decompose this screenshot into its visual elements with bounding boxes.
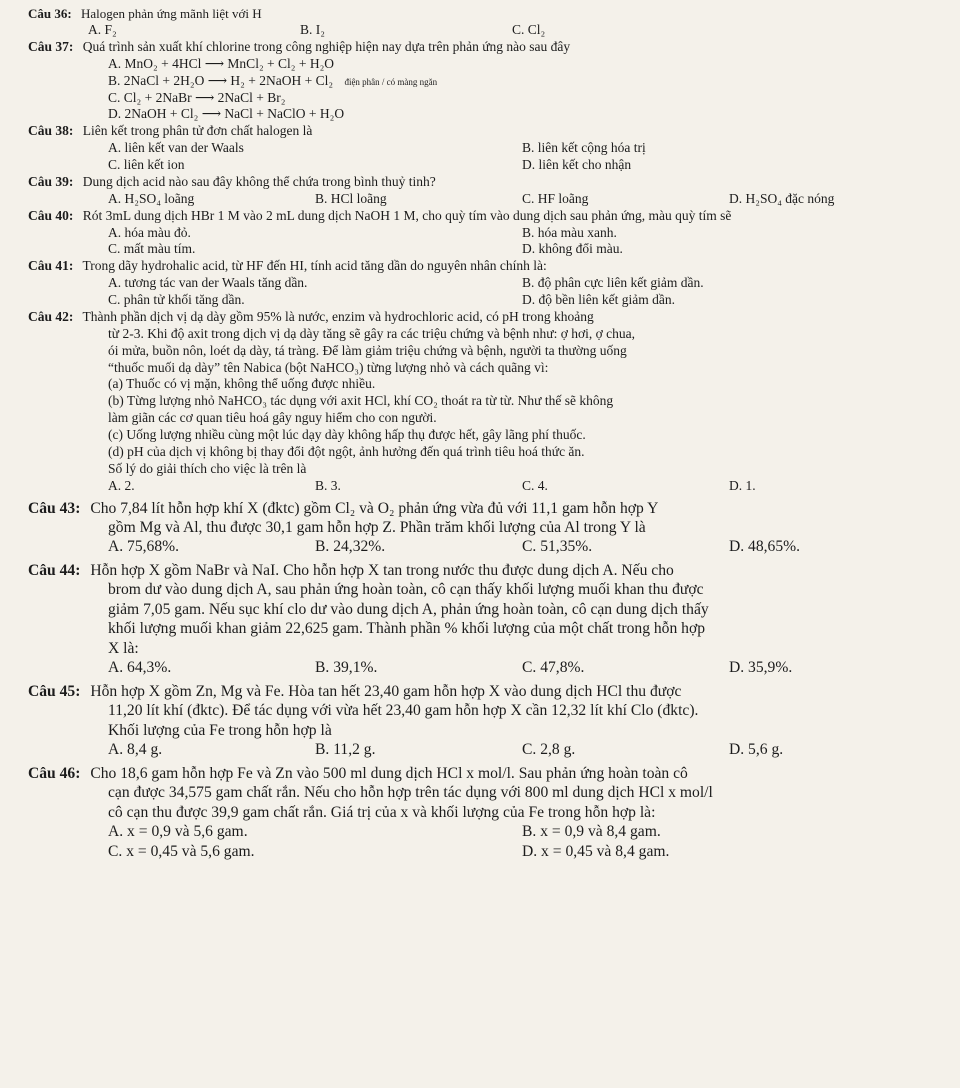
stem-line: Hỗn hợp X gồm Zn, Mg và Fe. Hòa tan hết 23,40 gam hỗn hợp X vào dung dịch HCl thu được [90,682,682,700]
option-b[interactable]: B. HCl loãng [315,190,387,206]
question-number: Câu 43: [28,499,81,517]
option-b[interactable]: B. 2NaCl + 2H₂O ⟶ H₂ + 2NaOH + Cl₂ điện phân / có màng ngăn [108,72,438,88]
option-b[interactable]: B. 39,1%. [315,659,378,677]
question-44 [28,561,936,678]
stem-line: Số lý do giải thích cho việc là trên là [108,460,307,476]
options-row [28,822,936,841]
option-b[interactable]: B. x = 0,9 và 8,4 gam. [522,823,661,841]
stem-line: làm giãn các cơ quan tiêu hoá gây nguy hiểm cho con người. [108,410,437,426]
option-d[interactable]: D. 35,9%. [729,659,793,677]
stem-line: (b) Từng lượng nhỏ NaHCO₃ tác dụng với axit HCl, khí CO₂ thoát ra từ từ. Như thế sẽ không [108,393,614,409]
option-d[interactable]: D. H₂SO₄ đặc nóng [729,190,835,206]
question-number: Câu 42: [28,308,74,324]
question-37 [28,39,936,123]
question-number: Câu 36: [28,6,72,21]
option-d[interactable]: D. 1. [729,477,756,493]
options-row [28,22,936,39]
question-stem: Liên kết trong phân tử đơn chất halogen là [82,123,313,139]
stem-line: Khối lượng của Fe trong hỗn hợp là [108,721,332,739]
stem-line: cạn được 34,575 gam chất rắn. Nếu cho hỗn hợp trên tác dụng với 800 ml dung dịch HCl x mol/l [108,784,713,802]
electrolysis-note: điện phân / có màng ngăn [344,76,438,87]
option-a[interactable]: A. 8,4 g. [108,741,163,759]
option-c[interactable]: C. mất màu tím. [108,241,196,257]
stem-line: 11,20 lít khí (đktc). Để tác dụng với vừa hết 23,40 gam hỗn hợp X cần 12,32 lít khí Clo (đktc). [108,702,699,720]
options-row [28,537,936,556]
option-c[interactable]: C. HF loãng [522,190,589,206]
option-a[interactable]: A. MnO₂ + 4HCl ⟶ MnCl₂ + Cl₂ + H₂O [108,55,335,71]
options-row [28,241,936,258]
option-c[interactable]: C. phân tử khối tăng dần. [108,292,245,307]
stem-line: cô cạn thu được 39,9 gam chất rắn. Giá trị của x và khối lượng của Fe trong hỗn hợp là: [108,803,656,821]
question-43 [28,499,936,557]
question-42 [28,309,936,495]
option-c[interactable]: C. liên kết ion [108,157,185,172]
stem-line: (d) pH của dịch vị không bị thay đổi đột ngột, ảnh hưởng đến quá trình tiêu hoá thức ăn. [108,443,585,459]
options-row [28,842,936,861]
option-a[interactable]: A. 64,3%. [108,659,172,677]
question-stem: Trong dãy hydrohalic acid, từ HF đến HI, tính acid tăng dần do nguyên nhân chính là: [82,258,547,274]
option-b[interactable]: B. I₂ [300,22,325,37]
option-c[interactable]: C. Cl₂ + 2NaBr ⟶ 2NaCl + Br₂ [108,89,286,105]
question-stem: Rót 3mL dung dịch HBr 1 M vào 2 mL dung dịch NaOH 1 M, cho quỳ tím vào dung dịch sau phản ứng, màu quỳ tím sẽ [82,207,732,223]
option-d[interactable]: D. liên kết cho nhận [522,157,632,172]
stem-line: Cho 7,84 lít hỗn hợp khí X (đktc) gồm Cl₂ và O₂ phản ứng vừa đủ với 11,1 gam hỗn hợp Y [90,499,659,517]
options-row [28,292,936,309]
stem-line: X là: [108,639,139,657]
question-number: Câu 37: [28,38,74,54]
option-c[interactable]: C. 51,35%. [522,538,593,556]
option-a[interactable]: A. liên kết van der Waals [108,140,244,156]
question-number: Câu 39: [28,173,74,189]
option-b[interactable]: B. 24,32%. [315,538,386,556]
stem-line: giảm 7,05 gam. Nếu sục khí clo dư vào dung dịch A, phản ứng hoàn toàn, cô cạn dung dịch thấy [108,600,709,618]
stem-line: brom dư vào dung dịch A, sau phản ứng hoàn toàn, cô cạn thấy khối lượng muối khan thu được [108,581,704,599]
stem-line: Thành phần dịch vị dạ dày gồm 95% là nước, enzim và hydrochloric acid, có pH trong khoảng [82,308,594,324]
stem-line: “thuốc muối dạ dày” tên Nabica (bột NaHCO₃) từng lượng nhỏ và cách quãng vì: [108,359,549,375]
option-d[interactable]: D. 48,65%. [729,538,801,556]
option-d[interactable]: D. 5,6 g. [729,741,784,759]
stem-line: Hỗn hợp X gồm NaBr và NaI. Cho hỗn hợp X tan trong nước thu được dung dịch A. Nếu cho [90,561,674,579]
option-b[interactable]: B. 3. [315,477,341,493]
option-a[interactable]: A. H₂SO₄ loãng [108,190,195,206]
question-stem: Quá trình sản xuất khí chlorine trong công nghiệp hiện nay dựa trên phản ứng nào sau đây [82,38,571,54]
option-b[interactable]: B. liên kết cộng hóa trị [522,140,646,156]
stem-line: (a) Thuốc có vị mặn, không thể uống được nhiều. [108,376,376,392]
question-38 [28,123,936,174]
question-45 [28,682,936,760]
option-d[interactable]: D. không đổi màu. [522,241,623,257]
question-number: Câu 40: [28,207,74,223]
question-number: Câu 44: [28,561,81,579]
question-number: Câu 45: [28,682,81,700]
question-46 [28,764,936,861]
option-b[interactable]: B. 11,2 g. [315,741,376,759]
question-stem: Halogen phản ứng mãnh liệt với H [80,6,262,21]
stem-line: gồm Mg và Al, thu được 30,1 gam hỗn hợp Z. Phần trăm khối lượng của Al trong Y là [108,518,646,536]
options-row [28,191,936,208]
option-a[interactable]: A. 75,68%. [108,538,180,556]
stem-line: từ 2-3. Khi độ axit trong dịch vị dạ dày tăng sẽ gây ra các triệu chứng và bệnh như: ợ hơi, ợ chua, [108,325,635,341]
options-row [28,157,936,174]
option-c[interactable]: C. x = 0,45 và 5,6 gam. [108,842,255,860]
options-row [28,140,936,157]
option-c[interactable]: C. 4. [522,477,548,493]
option-d[interactable]: D. x = 0,45 và 8,4 gam. [522,842,670,860]
option-b[interactable]: B. độ phân cực liên kết giảm dần. [522,275,704,291]
option-d[interactable]: D. độ bền liên kết giảm dần. [522,292,675,307]
question-stem: Dung dịch acid nào sau đây không thể chứa trong bình thuỷ tinh? [82,173,436,189]
question-36 [28,4,936,22]
stem-line: Cho 18,6 gam hỗn hợp Fe và Zn vào 500 ml dung dịch HCl x mol/l. Sau phản ứng hoàn toàn cô [90,764,688,782]
option-a[interactable]: A. tương tác van der Waals tăng dần. [108,275,308,291]
option-a[interactable]: A. x = 0,9 và 5,6 gam. [108,823,248,841]
question-number: Câu 41: [28,258,74,274]
option-a[interactable]: A. F₂ [88,22,117,37]
question-39 [28,174,936,208]
option-a[interactable]: A. hóa màu đỏ. [108,224,191,240]
question-number: Câu 38: [28,123,74,139]
options-row [28,740,936,759]
option-d[interactable]: D. 2NaOH + Cl₂ ⟶ NaCl + NaClO + H₂O [108,106,345,122]
options-row [28,658,936,677]
option-a[interactable]: A. 2. [108,477,135,493]
options-row [28,225,936,242]
option-c[interactable]: C. Cl₂ [512,22,546,37]
stem-line: khối lượng muối khan giảm 22,625 gam. Thành phần % khối lượng của một chất trong hỗn hợp [108,620,706,638]
option-c[interactable]: C. 2,8 g. [522,741,576,759]
stem-line: ói mửa, buồn nôn, loét dạ dày, tá tràng. Để làm giảm triệu chứng và bệnh, người ta thường uống [108,342,627,358]
options-row [28,275,936,292]
option-b[interactable]: B. hóa màu xanh. [522,224,617,240]
question-40 [28,208,936,259]
option-c[interactable]: C. 47,8%. [522,659,585,677]
options-row [28,478,936,495]
question-number: Câu 46: [28,764,81,782]
stem-line: (c) Uống lượng nhiều cùng một lúc dạy dày không hấp thụ được hết, gây lãng phí thuốc. [108,427,586,442]
question-41 [28,258,936,309]
